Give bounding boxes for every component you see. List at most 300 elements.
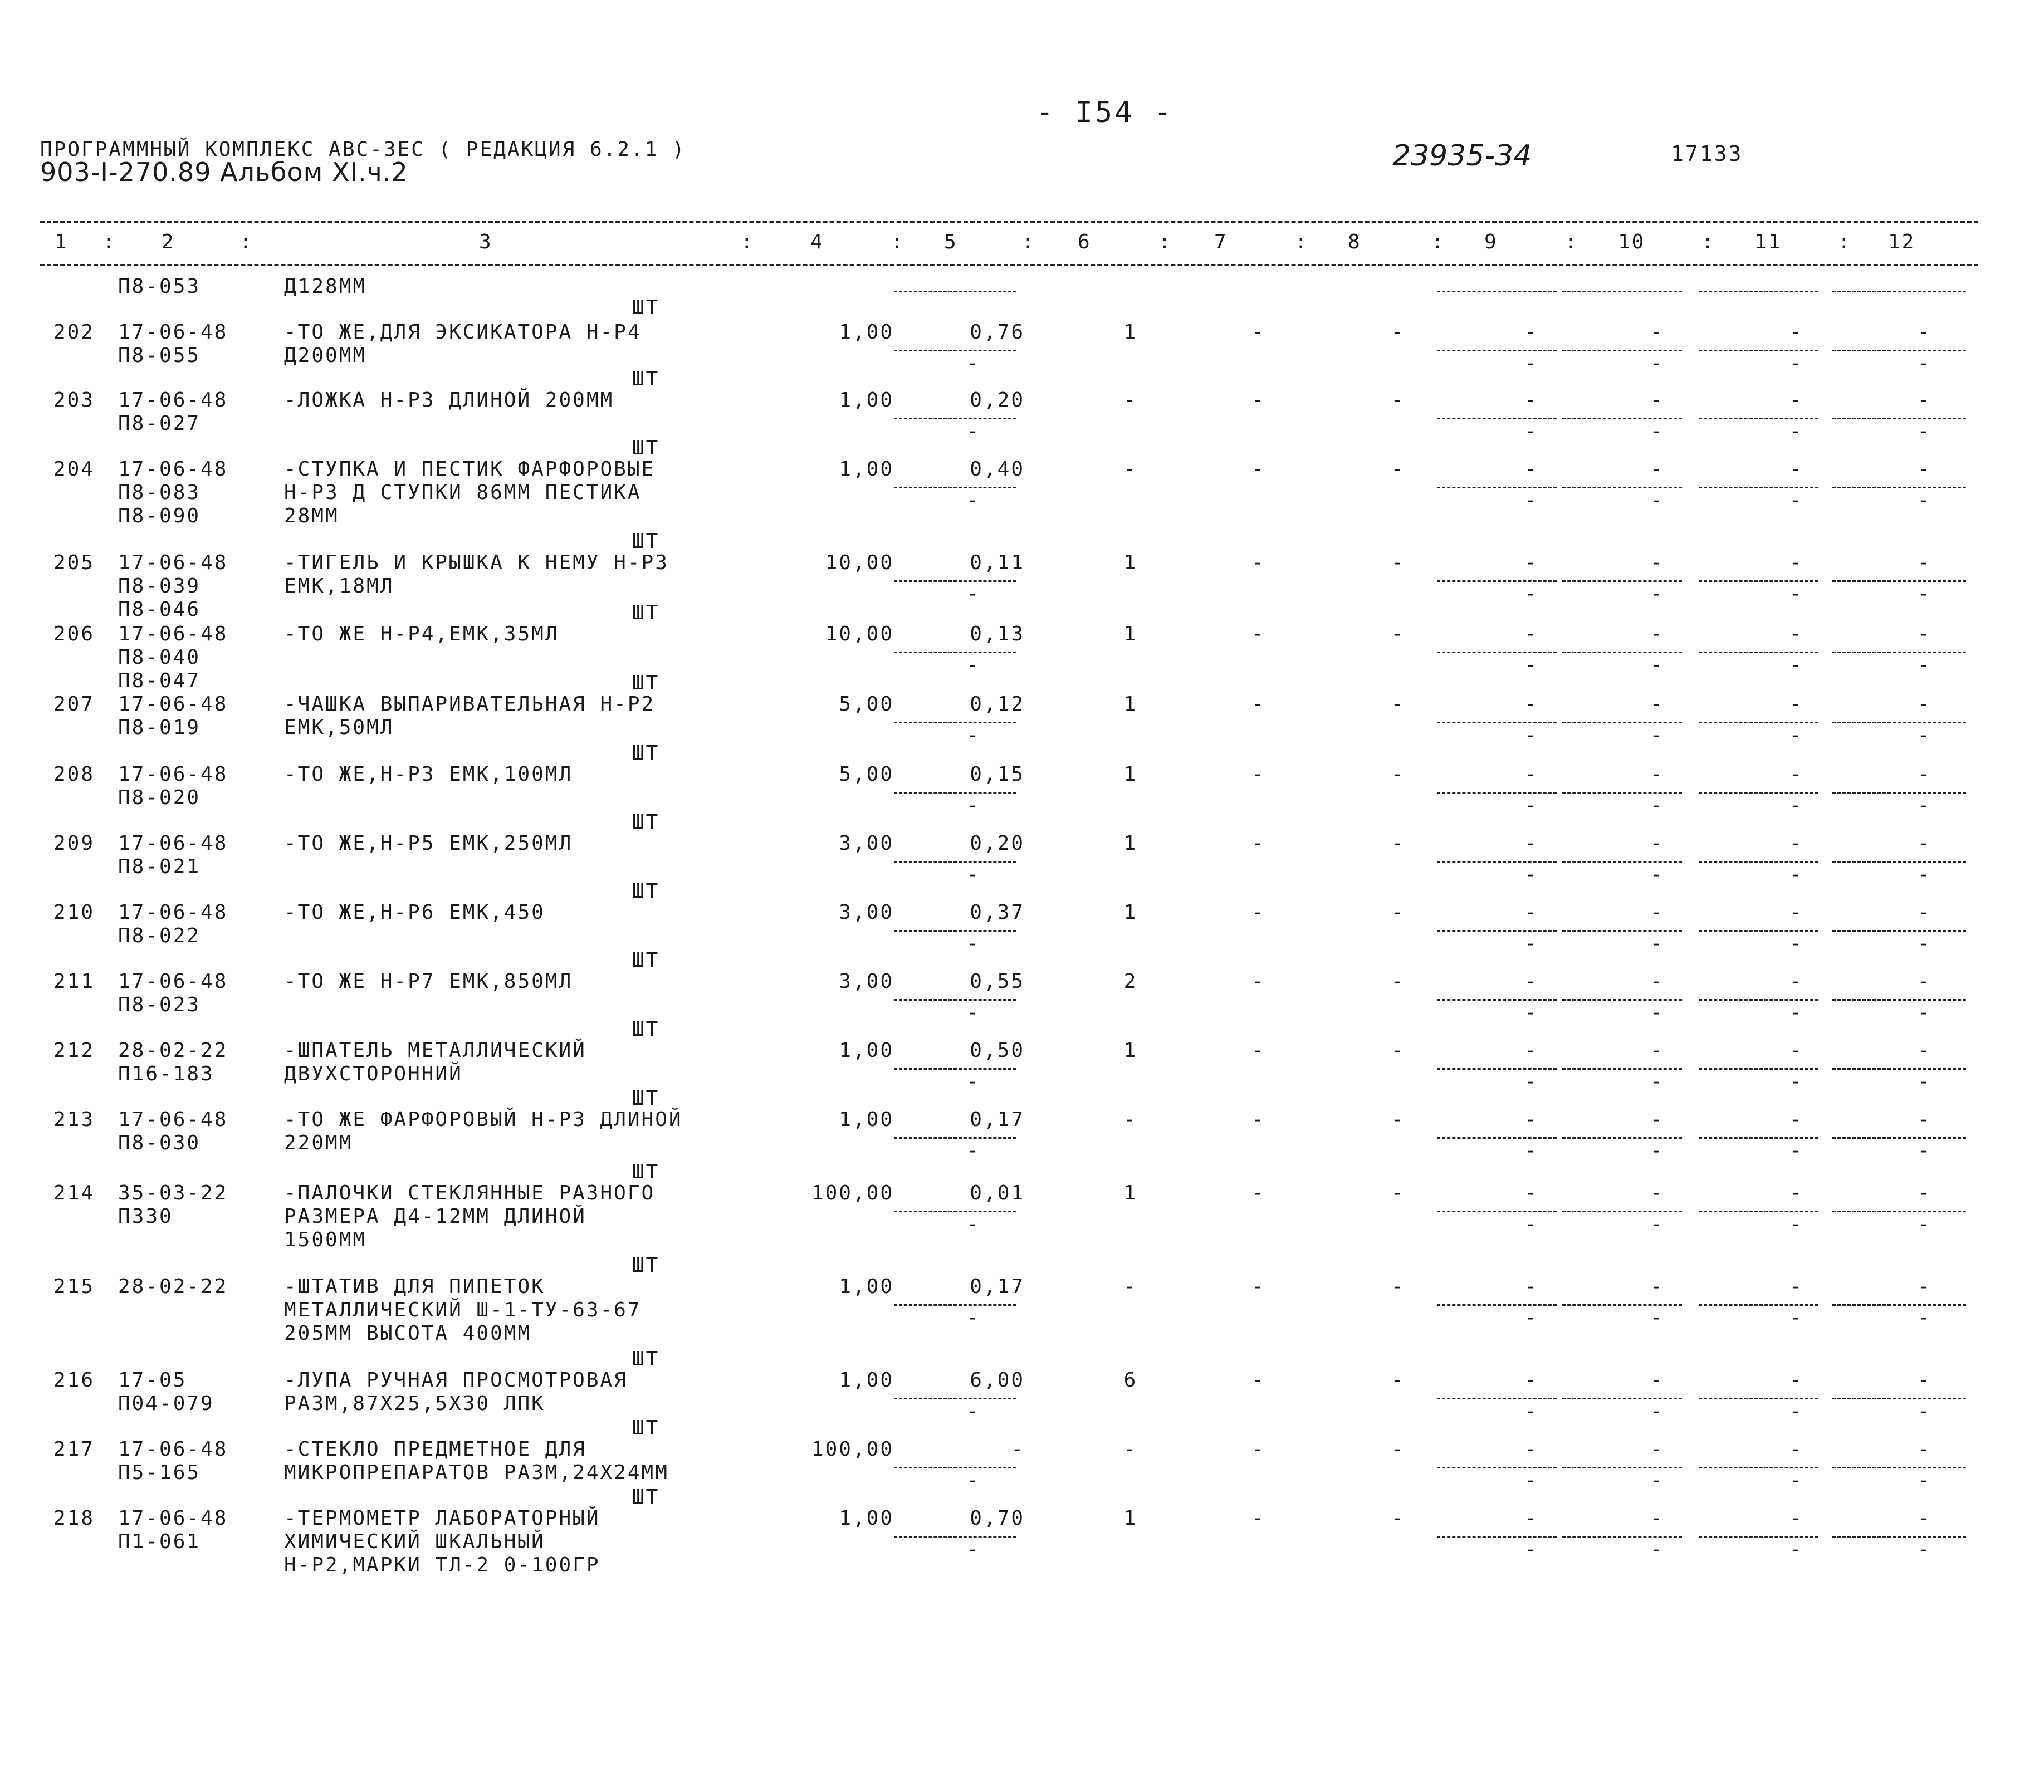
column-12-value: - (1917, 389, 1931, 412)
quantity: 10,00 (825, 623, 894, 645)
column-12-value: - (1917, 1369, 1931, 1392)
column-underline (1699, 1068, 1818, 1070)
unit-price: 0,15 (970, 763, 1025, 786)
quantity: 100,00 (811, 1182, 894, 1205)
column-underline (1437, 1304, 1557, 1306)
column-9-value: - (1524, 970, 1539, 993)
column-7-value: - (1251, 458, 1266, 481)
column-10-value: - (1650, 1369, 1664, 1392)
column-7-value: - (1251, 693, 1266, 716)
column-10-value: - (1650, 693, 1664, 716)
column-separator: : (1565, 231, 1579, 253)
quantity: 1,00 (839, 1275, 894, 1298)
unit-label: ШТ (632, 296, 660, 319)
unit-price: - (1011, 1438, 1025, 1461)
column-6-value: 1 (1123, 832, 1138, 855)
column-dash: - (1789, 420, 1803, 443)
column-dash: - (1789, 1306, 1803, 1329)
column-underline (1699, 1211, 1818, 1212)
row-number: 207 (53, 693, 95, 716)
item-code: П8-030 (118, 1132, 201, 1154)
column-8-value: - (1391, 458, 1405, 481)
item-name: -ТО ЖЕ Н-Р4,ЕМК,35МЛ (284, 623, 559, 645)
quantity: 100,00 (811, 1438, 894, 1461)
column-7-value: - (1251, 1275, 1266, 1298)
column-underline (1562, 999, 1682, 1001)
column-dash: - (1789, 932, 1803, 955)
column-6-value: 1 (1123, 901, 1138, 924)
column-underline (1832, 861, 1966, 863)
column-9-value: - (1524, 1438, 1539, 1461)
item-name: МЕТАЛЛИЧЕСКИЙ Ш-1-ТУ-63-67 (284, 1299, 642, 1321)
row-number: 203 (53, 389, 95, 412)
item-name: -ШТАТИВ ДЛЯ ПИПЕТОК (284, 1275, 545, 1298)
item-name: 205ММ ВЫСОТА 400ММ (284, 1322, 532, 1345)
column-header-6: 6 (1078, 231, 1092, 253)
price-underline (894, 792, 1016, 794)
column-12-value: - (1917, 1039, 1931, 1062)
unit-price: 0,13 (970, 623, 1025, 645)
item-name: -ШПАТЕЛЬ МЕТАЛЛИЧЕСКИЙ (284, 1039, 586, 1062)
column-7-value: - (1251, 832, 1266, 855)
column-underline (1699, 1536, 1818, 1538)
column-dash: - (1524, 489, 1539, 512)
price-underline (894, 418, 1016, 419)
column-dash: - (1524, 1001, 1539, 1024)
price-dash: - (966, 1306, 981, 1329)
item-name: МИКРОПРЕПАРАТОВ РАЗМ,24Х24ММ (284, 1461, 669, 1484)
column-dash: - (1524, 1070, 1539, 1093)
row-number: 204 (53, 458, 95, 481)
column-10-value: - (1650, 321, 1664, 344)
item-name: РАЗМ,87Х25,5Х30 ЛПК (284, 1392, 545, 1415)
column-6-value: 1 (1123, 693, 1138, 716)
column-9-value: - (1524, 458, 1539, 481)
item-name: ХИМИЧЕСКИЙ ШКАЛЬНЫЙ (284, 1530, 545, 1553)
column-9-value: - (1524, 551, 1539, 574)
column-separator: : (1022, 231, 1036, 253)
column-underline (1562, 1467, 1682, 1468)
column-underline (1832, 792, 1966, 794)
column-header-10: 10 (1618, 231, 1646, 253)
item-name: 1500ММ (284, 1228, 367, 1251)
column-11-value: - (1789, 1507, 1803, 1530)
column-10-value: - (1650, 901, 1664, 924)
column-10-value: - (1650, 763, 1664, 786)
column-11-value: - (1789, 1039, 1803, 1062)
column-dash: - (1524, 1400, 1539, 1423)
item-name: -ПАЛОЧКИ СТЕКЛЯННЫЕ РАЗНОГО (284, 1182, 656, 1205)
column-header-12: 12 (1888, 231, 1916, 253)
column-9-value: - (1524, 832, 1539, 855)
item-code: П16-183 (118, 1063, 214, 1085)
column-underline (1437, 1398, 1557, 1399)
unit-price: 0,20 (970, 389, 1025, 412)
column-6-value: - (1123, 1275, 1138, 1298)
column-8-value: - (1391, 1182, 1405, 1205)
column-9-value: - (1524, 1275, 1539, 1298)
column-8-value: - (1391, 1438, 1405, 1461)
column-underline (1699, 350, 1818, 351)
column-12-value: - (1917, 458, 1931, 481)
column-dash: - (1917, 1538, 1931, 1561)
column-separator: : (1838, 231, 1852, 253)
column-6-value: 1 (1123, 1182, 1138, 1205)
column-underline (1562, 418, 1682, 419)
column-dash: - (1524, 724, 1539, 747)
column-11-value: - (1789, 1438, 1803, 1461)
unit-price: 0,17 (970, 1275, 1025, 1298)
column-underline (1832, 418, 1966, 419)
unit-label: ШТ (632, 672, 660, 694)
column-7-value: - (1251, 551, 1266, 574)
column-11-value: - (1789, 970, 1803, 993)
quantity: 1,00 (839, 1507, 894, 1530)
item-code: П04-079 (118, 1392, 214, 1415)
column-header-11: 11 (1754, 231, 1782, 253)
column-11-value: - (1789, 458, 1803, 481)
price-underline (894, 291, 1016, 292)
price-dash: - (966, 489, 981, 512)
row-number: 212 (53, 1039, 95, 1062)
column-underline (1699, 999, 1818, 1001)
row-number: 206 (53, 623, 95, 645)
column-dash: - (1789, 1001, 1803, 1024)
column-6-value: - (1123, 458, 1138, 481)
column-dash: - (1524, 654, 1539, 677)
column-header-9: 9 (1484, 231, 1498, 253)
column-12-value: - (1917, 321, 1931, 344)
column-6-value: - (1123, 1108, 1138, 1131)
price-dash: - (966, 794, 981, 817)
column-separator: : (891, 231, 905, 253)
column-dash: - (1650, 1400, 1664, 1423)
row-number: 202 (53, 321, 95, 344)
column-underline (1562, 792, 1682, 794)
unit-label: ШТ (632, 949, 660, 972)
row-number: 218 (53, 1507, 95, 1530)
item-code: 17-06-48 (118, 458, 228, 481)
column-header-8: 8 (1348, 231, 1362, 253)
item-name: Д200ММ (284, 344, 367, 367)
column-7-value: - (1251, 970, 1266, 993)
price-dash: - (966, 932, 981, 955)
unit-label: ШТ (632, 880, 660, 903)
quantity: 1,00 (839, 389, 894, 412)
column-dash: - (1650, 582, 1664, 605)
item-name: Н-Р3 Д СТУПКИ 86ММ ПЕСТИКА (284, 481, 642, 504)
column-underline (1562, 580, 1682, 582)
item-code: 17-06-48 (118, 693, 228, 716)
column-dash: - (1650, 1139, 1664, 1162)
column-underline (1437, 418, 1557, 419)
item-code: П8-022 (118, 924, 201, 947)
column-6-value: 1 (1123, 551, 1138, 574)
item-code: 28-02-22 (118, 1039, 228, 1062)
unit-label: ШТ (632, 601, 660, 624)
item-code: П8-053 (118, 275, 201, 298)
column-12-value: - (1917, 1507, 1931, 1530)
column-dash: - (1917, 724, 1931, 747)
column-dash: - (1650, 420, 1664, 443)
column-underline (1832, 1398, 1966, 1399)
unit-price: 0,50 (970, 1039, 1025, 1062)
item-code: П8-039 (118, 575, 201, 598)
column-7-value: - (1251, 1369, 1266, 1392)
column-separator: : (1701, 231, 1715, 253)
price-dash: - (966, 352, 981, 375)
price-dash: - (966, 1001, 981, 1024)
price-dash: - (966, 1213, 981, 1236)
item-name: Д128ММ (284, 275, 367, 298)
column-header-5: 5 (944, 231, 958, 253)
column-7-value: - (1251, 1438, 1266, 1461)
row-number: 216 (53, 1369, 95, 1392)
column-dash: - (1789, 489, 1803, 512)
column-11-value: - (1789, 321, 1803, 344)
item-code: 17-06-48 (118, 321, 228, 344)
item-code: П5-165 (118, 1461, 201, 1484)
column-10-value: - (1650, 970, 1664, 993)
column-10-value: - (1650, 1108, 1664, 1131)
column-dash: - (1524, 1469, 1539, 1492)
column-7-value: - (1251, 901, 1266, 924)
price-underline (894, 1467, 1016, 1468)
column-8-value: - (1391, 551, 1405, 574)
column-11-value: - (1789, 1275, 1803, 1298)
column-9-value: - (1524, 1507, 1539, 1530)
price-underline (894, 350, 1016, 351)
column-dash: - (1650, 1306, 1664, 1329)
price-dash: - (966, 420, 981, 443)
column-7-value: - (1251, 389, 1266, 412)
column-dash: - (1917, 654, 1931, 677)
column-7-value: - (1251, 623, 1266, 645)
column-12-value: - (1917, 1108, 1931, 1131)
column-dash: - (1789, 352, 1803, 375)
item-name: -ЧАШКА ВЫПАРИВАТЕЛЬНАЯ Н-Р2 (284, 693, 656, 716)
column-7-value: - (1251, 1039, 1266, 1062)
item-code: 17-06-48 (118, 1108, 228, 1131)
table-header-rule (40, 264, 1978, 266)
column-underline (1562, 1398, 1682, 1399)
quantity: 1,00 (839, 1108, 894, 1131)
column-underline (1437, 487, 1557, 488)
column-separator: : (1431, 231, 1445, 253)
column-underline (1832, 487, 1966, 488)
quantity: 10,00 (825, 551, 894, 574)
item-name: 28ММ (284, 505, 339, 527)
item-code: П8-027 (118, 412, 201, 435)
quantity: 5,00 (839, 763, 894, 786)
item-name: ЕМК,50МЛ (284, 716, 394, 739)
item-name: -СТУПКА И ПЕСТИК ФАРФОРОВЫЕ (284, 458, 656, 481)
column-separator: : (103, 231, 117, 253)
unit-price: 0,76 (970, 321, 1025, 344)
column-11-value: - (1789, 763, 1803, 786)
column-header-7: 7 (1214, 231, 1228, 253)
column-underline (1562, 652, 1682, 653)
column-7-value: - (1251, 1108, 1266, 1131)
column-underline (1562, 722, 1682, 723)
unit-price: 0,17 (970, 1108, 1025, 1131)
column-underline (1562, 487, 1682, 488)
column-6-value: 1 (1123, 763, 1138, 786)
column-underline (1437, 291, 1557, 292)
column-10-value: - (1650, 551, 1664, 574)
column-dash: - (1789, 863, 1803, 886)
price-underline (894, 1398, 1016, 1399)
album-header: 903-I-270.89 Альбом XI.ч.2 (40, 157, 408, 187)
column-separator: : (1158, 231, 1172, 253)
unit-label: ШТ (632, 530, 660, 553)
column-underline (1437, 930, 1557, 932)
column-12-value: - (1917, 551, 1931, 574)
column-dash: - (1650, 489, 1664, 512)
column-8-value: - (1391, 389, 1405, 412)
unit-price: 0,12 (970, 693, 1025, 716)
column-underline (1699, 1398, 1818, 1399)
column-dash: - (1917, 420, 1931, 443)
row-number: 217 (53, 1438, 95, 1461)
column-dash: - (1650, 724, 1664, 747)
column-dash: - (1524, 352, 1539, 375)
column-dash: - (1524, 932, 1539, 955)
column-dash: - (1524, 1213, 1539, 1236)
item-name: 220ММ (284, 1132, 353, 1154)
column-dash: - (1917, 863, 1931, 886)
price-underline (894, 722, 1016, 723)
column-8-value: - (1391, 1039, 1405, 1062)
item-code: 28-02-22 (118, 1275, 228, 1298)
column-underline (1832, 1536, 1966, 1538)
column-underline (1437, 580, 1557, 582)
column-6-value: - (1123, 389, 1138, 412)
column-6-value: 1 (1123, 1507, 1138, 1530)
column-dash: - (1917, 1306, 1931, 1329)
column-underline (1699, 1137, 1818, 1139)
column-underline (1832, 1467, 1966, 1468)
column-dash: - (1917, 932, 1931, 955)
column-dash: - (1917, 1139, 1931, 1162)
column-underline (1437, 1536, 1557, 1538)
item-code: 17-05 (118, 1369, 187, 1392)
column-dash: - (1789, 1139, 1803, 1162)
column-8-value: - (1391, 901, 1405, 924)
column-underline (1437, 792, 1557, 794)
column-8-value: - (1391, 970, 1405, 993)
column-underline (1699, 930, 1818, 932)
column-dash: - (1650, 1469, 1664, 1492)
column-dash: - (1917, 1469, 1931, 1492)
column-12-value: - (1917, 832, 1931, 855)
column-dash: - (1650, 794, 1664, 817)
item-code: П8-055 (118, 344, 201, 367)
column-8-value: - (1391, 1507, 1405, 1530)
item-name: -ТО ЖЕ,Н-Р6 ЕМК,450 (284, 901, 545, 924)
column-6-value: 6 (1123, 1369, 1138, 1392)
column-underline (1437, 1211, 1557, 1212)
column-underline (1832, 291, 1966, 292)
unit-label: ШТ (632, 1087, 660, 1110)
column-7-value: - (1251, 763, 1266, 786)
column-underline (1832, 1068, 1966, 1070)
column-9-value: - (1524, 1108, 1539, 1131)
unit-label: ШТ (632, 742, 660, 765)
column-10-value: - (1650, 1275, 1664, 1298)
item-name: -ТО ЖЕ ФАРФОРОВЫЙ Н-Р3 ДЛИНОЙ (284, 1108, 683, 1131)
column-6-value: 2 (1123, 970, 1138, 993)
column-9-value: - (1524, 623, 1539, 645)
unit-price: 6,00 (970, 1369, 1025, 1392)
column-12-value: - (1917, 1275, 1931, 1298)
column-dash: - (1650, 932, 1664, 955)
column-10-value: - (1650, 1507, 1664, 1530)
column-underline (1562, 930, 1682, 932)
column-dash: - (1524, 863, 1539, 886)
column-11-value: - (1789, 1369, 1803, 1392)
price-underline (894, 580, 1016, 582)
column-10-value: - (1650, 1438, 1664, 1461)
column-9-value: - (1524, 1369, 1539, 1392)
unit-label: ШТ (632, 1417, 660, 1440)
price-dash: - (966, 1070, 981, 1093)
column-dash: - (1917, 352, 1931, 375)
price-underline (894, 652, 1016, 653)
row-number: 215 (53, 1275, 95, 1298)
column-12-value: - (1917, 901, 1931, 924)
column-header-2: 2 (162, 231, 175, 253)
column-underline (1437, 1467, 1557, 1468)
column-6-value: 1 (1123, 1039, 1138, 1062)
quantity: 3,00 (839, 901, 894, 924)
item-name: -ТО ЖЕ,Н-Р3 ЕМК,100МЛ (284, 763, 573, 786)
column-dash: - (1789, 1538, 1803, 1561)
row-number: 208 (53, 763, 95, 786)
column-6-value: 1 (1123, 321, 1138, 344)
item-code: 17-06-48 (118, 970, 228, 993)
unit-label: ШТ (632, 1486, 660, 1509)
column-11-value: - (1789, 832, 1803, 855)
column-7-value: - (1251, 1182, 1266, 1205)
item-code: 17-06-48 (118, 1438, 228, 1461)
column-dash: - (1650, 1001, 1664, 1024)
unit-price: 0,55 (970, 970, 1025, 993)
column-dash: - (1524, 1139, 1539, 1162)
price-underline (894, 999, 1016, 1001)
column-underline (1832, 350, 1966, 351)
price-dash: - (966, 724, 981, 747)
column-underline (1699, 652, 1818, 653)
column-underline (1699, 580, 1818, 582)
column-underline (1832, 580, 1966, 582)
column-header-4: 4 (810, 231, 824, 253)
column-8-value: - (1391, 1108, 1405, 1131)
column-dash: - (1789, 1213, 1803, 1236)
item-code: П8-023 (118, 993, 201, 1016)
column-10-value: - (1650, 458, 1664, 481)
item-code: П8-040 (118, 646, 201, 669)
column-12-value: - (1917, 693, 1931, 716)
column-dash: - (1789, 1400, 1803, 1423)
item-name: -ЛОЖКА Н-Р3 ДЛИНОЙ 200ММ (284, 389, 614, 412)
column-dash: - (1917, 1400, 1931, 1423)
column-underline (1562, 1068, 1682, 1070)
column-dash: - (1650, 1538, 1664, 1561)
item-code: П8-083 (118, 481, 201, 504)
item-code: 17-06-48 (118, 551, 228, 574)
item-name: -ТЕРМОМЕТР ЛАБОРАТОРНЫЙ (284, 1507, 600, 1530)
